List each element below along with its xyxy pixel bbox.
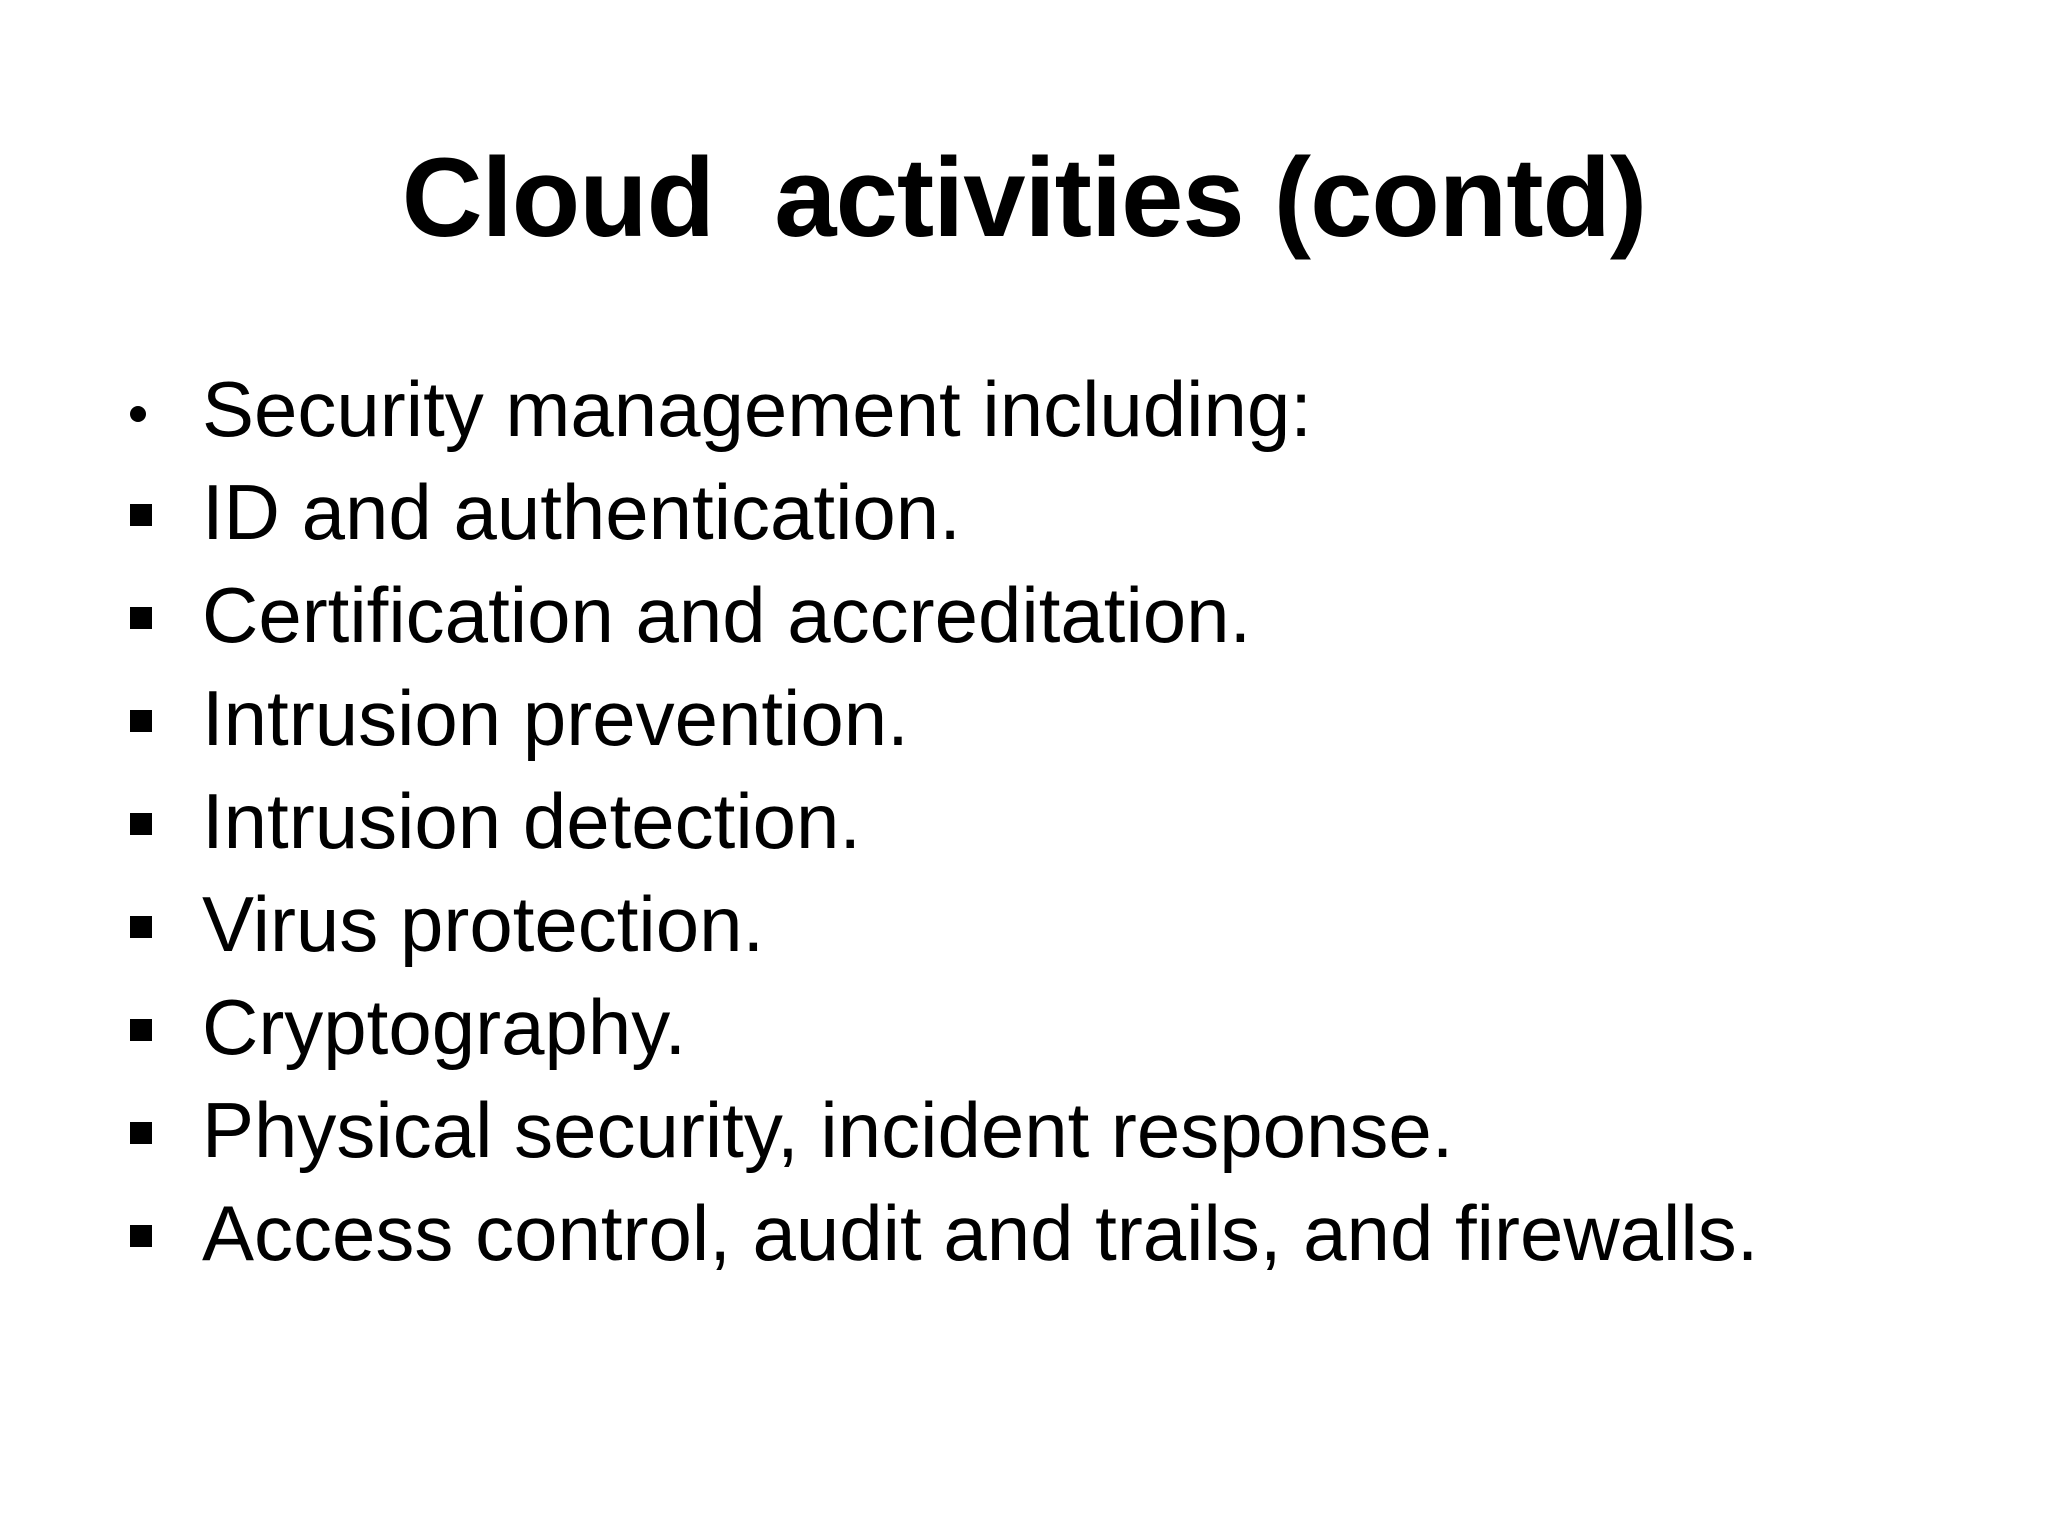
square-bullet-icon <box>120 1182 180 1285</box>
list-item <box>120 1182 1980 1285</box>
list-item-text: Intrusion prevention. <box>202 674 909 762</box>
square-bullet-icon <box>120 770 180 873</box>
bullet-list <box>120 358 1980 1285</box>
list-item <box>120 976 1980 1079</box>
list-item-text: ID and authentication. <box>202 468 961 556</box>
list-item <box>120 667 1980 770</box>
list-item-text: Intrusion detection. <box>202 777 862 865</box>
list-item-text: Virus protection. <box>202 880 765 968</box>
list-item <box>120 1079 1980 1182</box>
list-item-text: Security management including: <box>202 365 1312 453</box>
square-bullet-icon <box>120 667 180 770</box>
list-item-text: Physical security, incident response. <box>202 1086 1454 1174</box>
square-bullet-icon <box>120 1079 180 1182</box>
list-item <box>120 461 1980 564</box>
list-item <box>120 358 1980 461</box>
list-item-text: Cryptography. <box>202 983 687 1071</box>
list-item-text: Access control, audit and trails, and firewalls. <box>202 1189 1759 1277</box>
square-bullet-icon <box>120 564 180 667</box>
list-item <box>120 564 1980 667</box>
square-bullet-icon <box>120 873 180 976</box>
list-item-text: Certification and accreditation. <box>202 571 1252 659</box>
square-bullet-icon <box>120 461 180 564</box>
square-bullet-icon <box>120 976 180 1079</box>
slide-title: Cloud activities (contd) <box>401 135 1647 260</box>
list-item <box>120 873 1980 976</box>
round-bullet-icon <box>120 358 180 461</box>
list-item <box>120 770 1980 873</box>
